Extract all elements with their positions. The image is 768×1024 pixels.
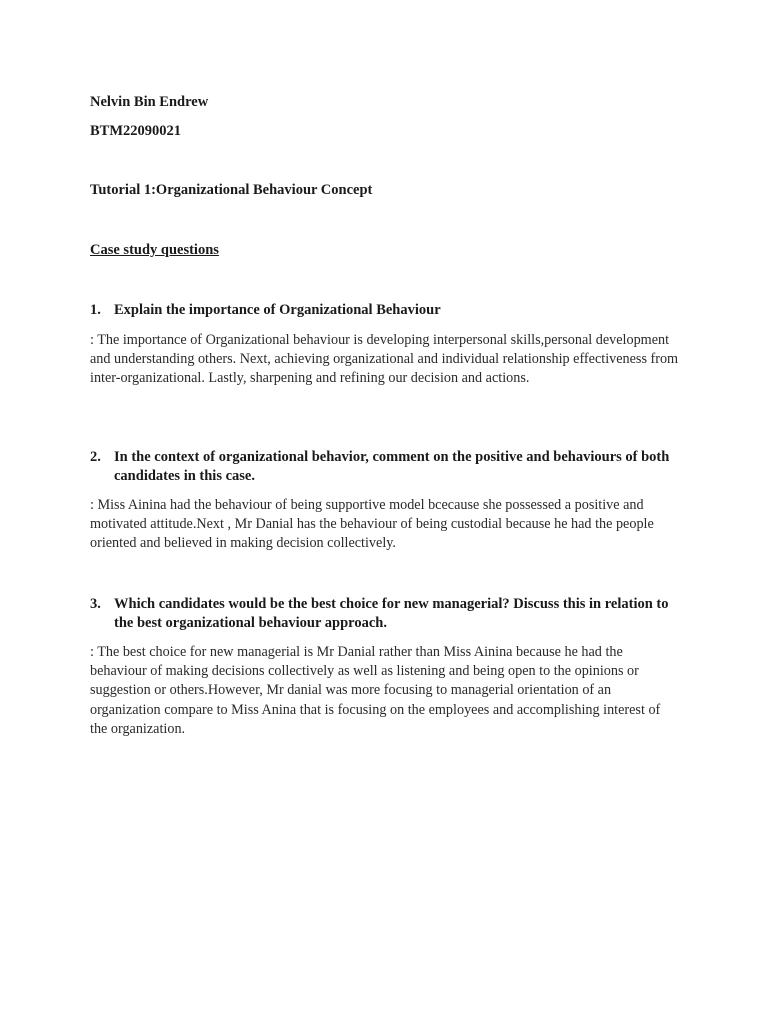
answer-3: : The best choice for new managerial is Mr Danial rather than Miss Ainina because he had the behaviour of making decisions collectively as well as listening and being open to the opinions or suggestion or others.However, Mr danial was more focusing to managerial orientation of an organization compare to Miss Anina that is focusing on the employees and accomplishing interest of the organization. xyxy=(90,644,661,737)
question-text: In the context of organizational behavior, comment on the positive and behaviours of both candidates in this case. xyxy=(114,449,670,484)
author-name: Nelvin Bin Endrew xyxy=(90,94,209,110)
question-number: 2. xyxy=(90,449,101,465)
section-heading: Case study questions xyxy=(90,242,219,258)
student-id: BTM22090021 xyxy=(90,123,182,139)
document-title: Tutorial 1:Organizational Behaviour Concept xyxy=(90,182,373,198)
question-text: Which candidates would be the best choice for new managerial? Discuss this in relation to the best organizational behaviour approach. xyxy=(114,596,669,631)
question-number: 3. xyxy=(90,596,101,612)
question-number: 1. xyxy=(90,302,101,318)
answer-1: : The importance of Organizational behaviour is developing interpersonal skills,personal development and understanding others. Next, achieving organizational and individual relationship effectiveness from inter-organizational. Lastly, sharpening and refining our decision and actions. xyxy=(90,332,679,387)
question-2 xyxy=(90,448,670,486)
question-3 xyxy=(90,595,670,633)
question-1 xyxy=(90,301,670,320)
question-text: Explain the importance of Organizational Behaviour xyxy=(114,302,441,318)
answer-2: : Miss Ainina had the behaviour of being supportive model bcecause she possessed a positive and motivated attitude.Next , Mr Danial has the behaviour of being custodial because he had the people oriented and believed in making decision collectively. xyxy=(90,497,654,552)
